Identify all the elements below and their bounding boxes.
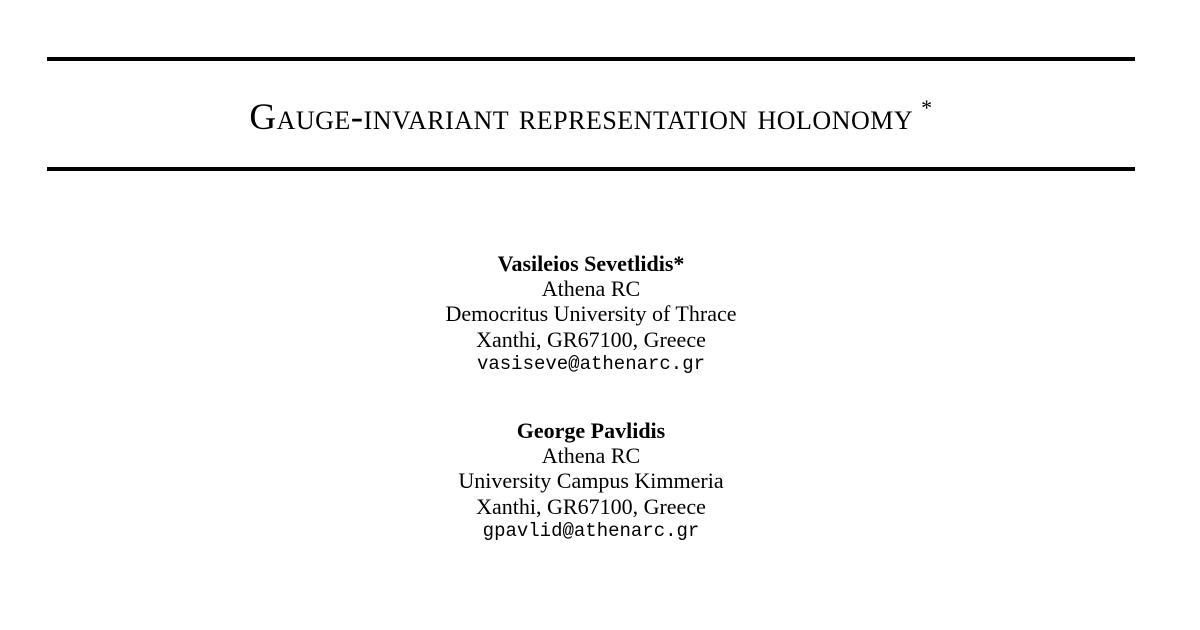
author-address: Xanthi, GR67100, Greece	[476, 326, 706, 352]
author-address: Xanthi, GR67100, Greece	[476, 493, 706, 519]
author-email: vasiseve@athenarc.gr	[476, 352, 706, 375]
author-affiliation: Democritus University of Thrace	[445, 301, 737, 327]
author-name: George Pavlidis	[516, 418, 666, 443]
author-affiliation: University Campus Kimmeria	[458, 468, 724, 494]
title-footnote-mark: *	[921, 95, 933, 120]
author-affiliation: Athena RC	[541, 443, 641, 469]
paper-title: Gauge-invariant representation holonomy	[249, 97, 914, 138]
author-email: gpavlid@athenarc.gr	[482, 519, 700, 542]
author-name: Vasileios Sevetlidis*	[497, 251, 685, 276]
paper-title-block	[47, 96, 1135, 144]
author-block-1	[0, 251, 1182, 377]
title-top-rule	[47, 57, 1135, 61]
author-block-2	[0, 418, 1182, 544]
author-affiliation: Athena RC	[541, 276, 641, 302]
title-bottom-rule	[47, 167, 1135, 171]
